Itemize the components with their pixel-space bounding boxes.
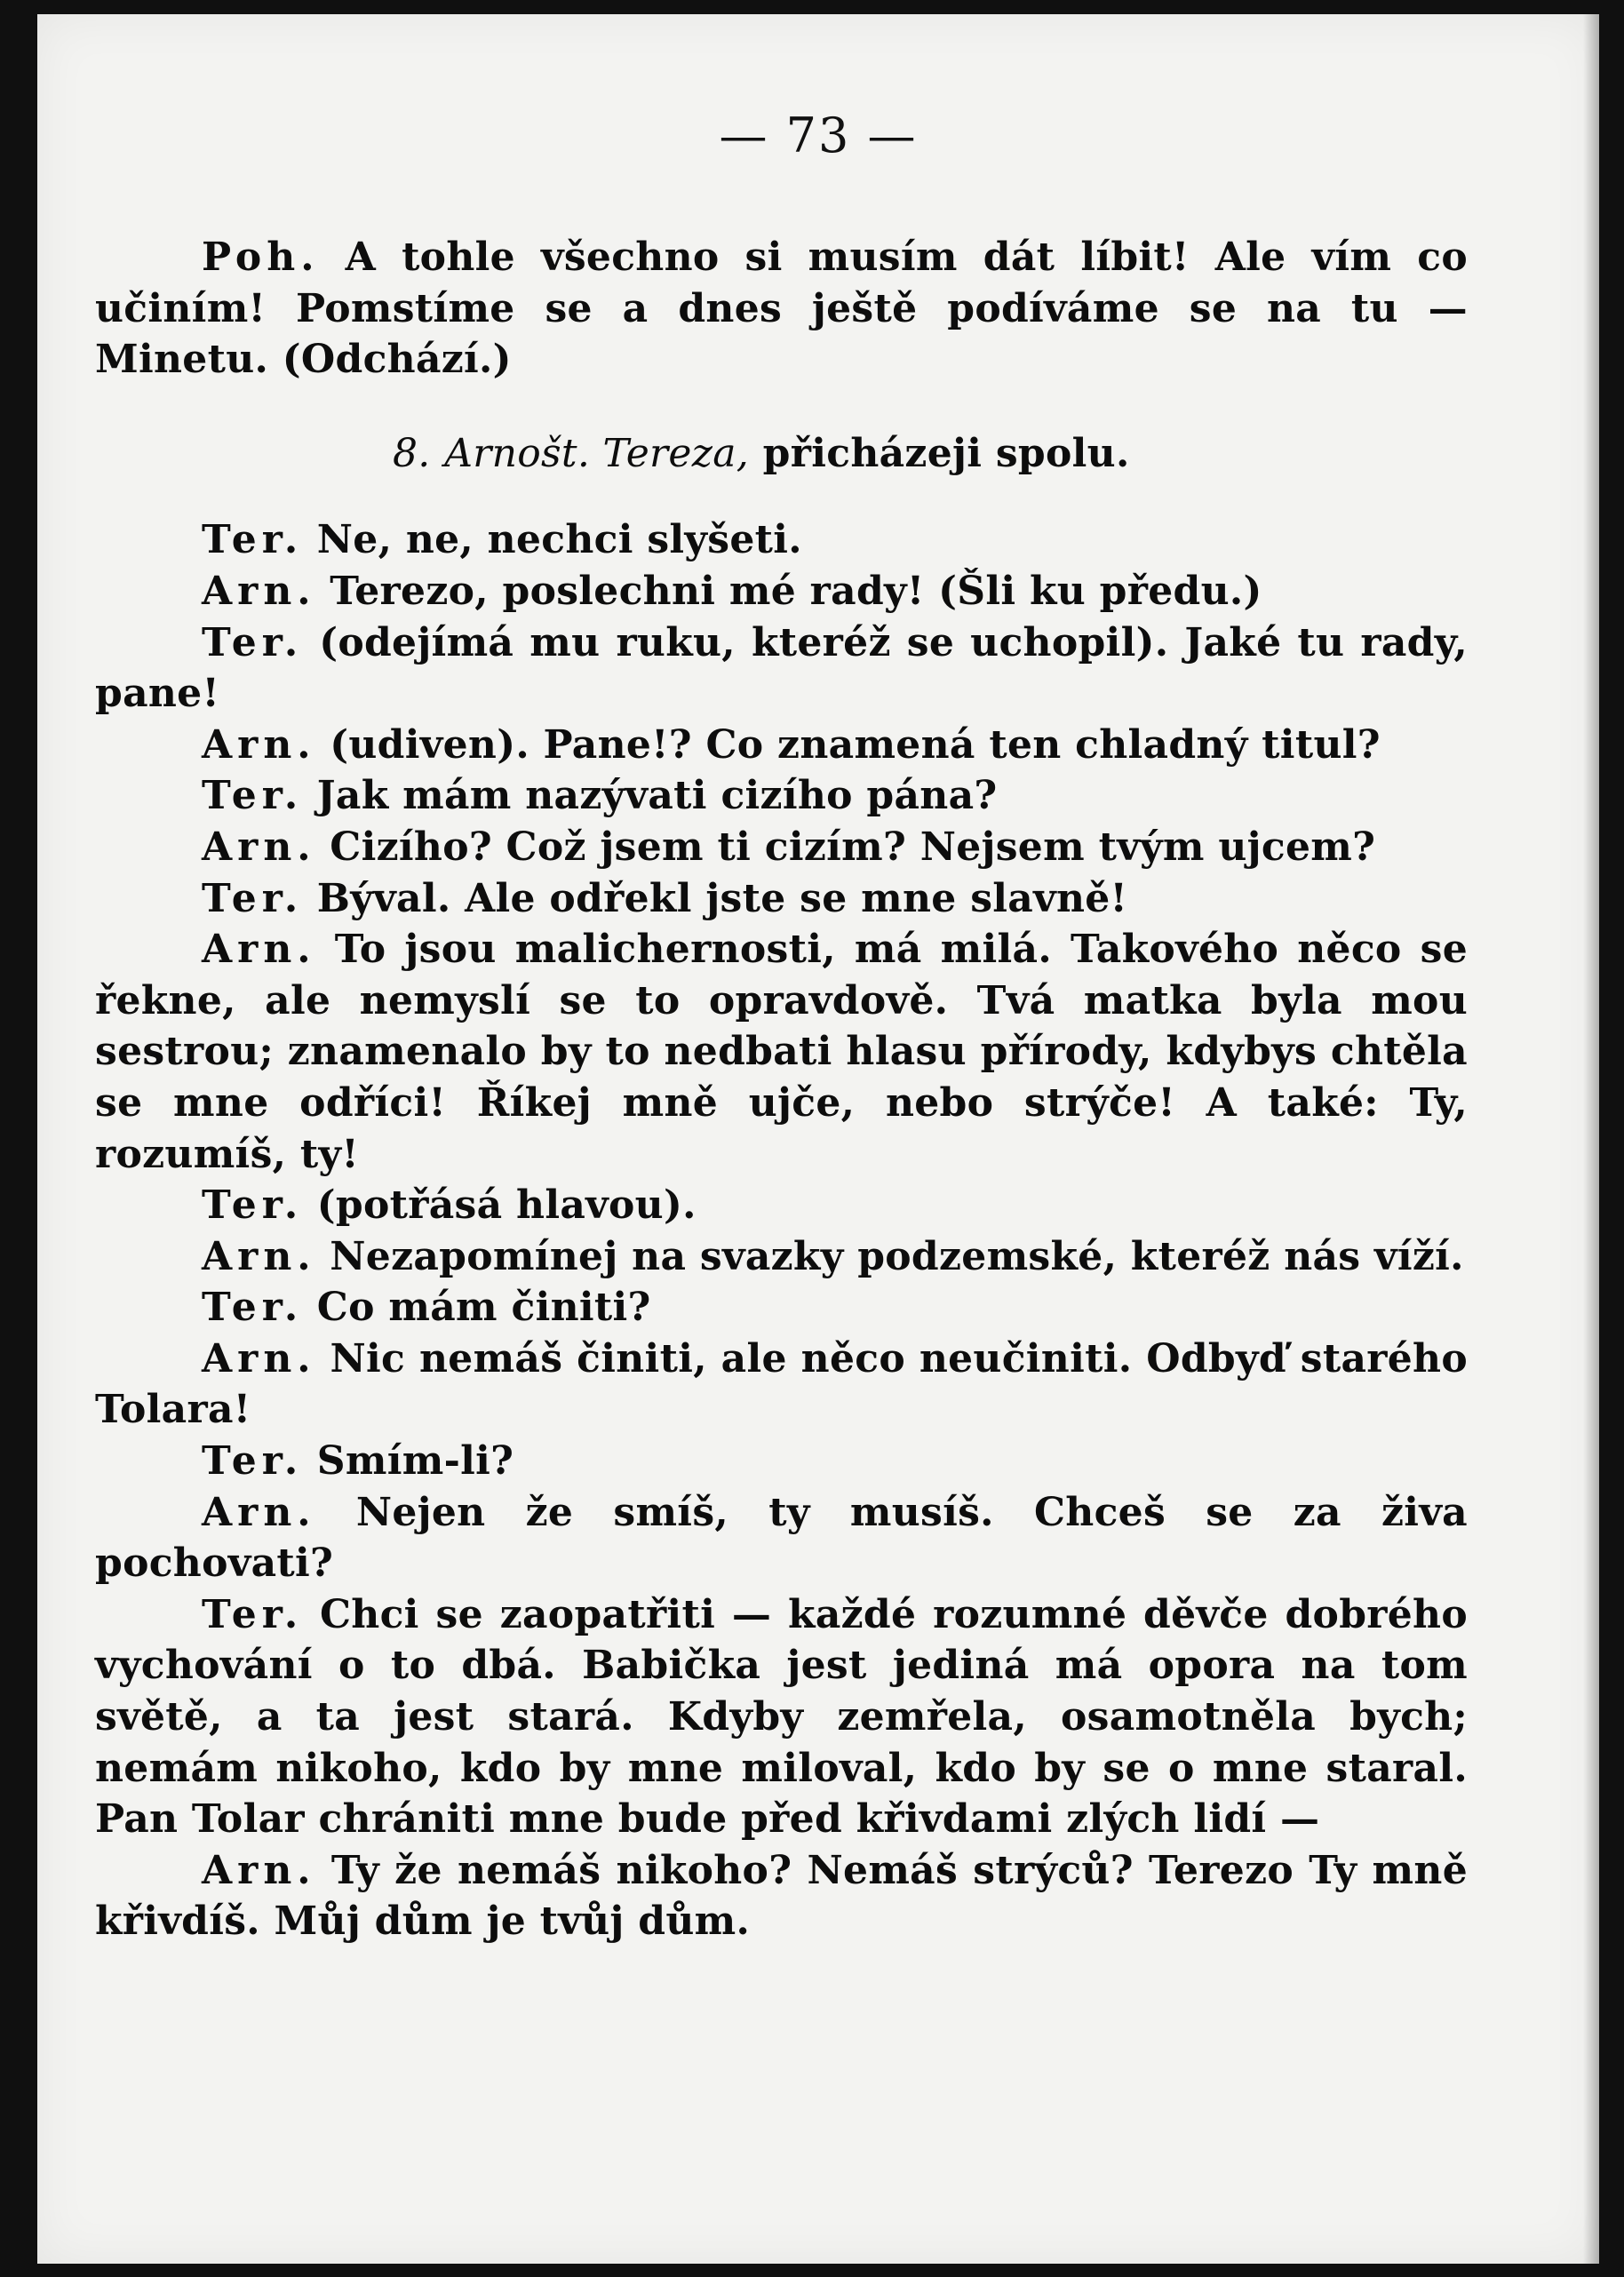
dialogue-line — [95, 617, 1468, 720]
speaker-label: Arn. — [202, 1335, 316, 1381]
page-text — [95, 232, 1468, 1947]
speaker-label: Ter. — [202, 1591, 304, 1637]
speaker-label: Ter. — [202, 773, 304, 819]
page-number: — 73 — — [719, 107, 918, 163]
dialogue-line — [95, 1436, 1468, 1487]
speaker-label: Arn. — [202, 1489, 316, 1535]
scene-characters: Arnošt. Tereza, — [444, 430, 750, 476]
speaker-label: Ter. — [202, 619, 304, 665]
dialogue-text: Smím-li? — [316, 1438, 514, 1485]
dialogue-text: Býval. Ale odřekl jste se mne slavně! — [316, 875, 1128, 921]
dialogue-line — [95, 770, 1468, 822]
dialogue-text: Chci se zaopatřiti — každé rozumné děvče dobrého vychování o to dbá. Babička jest jediná má opora na tom světě, a ta jest stará. Kdyby zemřela, osamotněla bych; nemám nikoho, kdo by mne miloval, kdo by se o mne staral. Pan Tolar chrániti mne bude před křivdami zlých lidí — — [95, 1591, 1468, 1843]
scene-direction: přicházeji spolu. — [762, 430, 1130, 476]
dialogue-line — [95, 566, 1468, 617]
dialogue-text: Terezo, poslechni mé rady! (Šli ku předu.) — [330, 568, 1262, 614]
dialogue-text: Nezapomínej na svazky podzemské, kteréž nás víží. — [330, 1233, 1464, 1279]
dialogue-line — [95, 514, 1468, 566]
dialogue-text: A tohle všechno si musím dát líbit! Ale vím co učiním! Pomstíme se a dnes ještě podíváme se na tu — Minetu. (Odchází.) — [95, 235, 1468, 383]
scene-heading — [95, 428, 1468, 480]
dialogue-line — [95, 1231, 1468, 1283]
dialogue-line — [95, 1487, 1468, 1589]
speaker-label: Ter. — [202, 1438, 304, 1485]
speaker-label: Ter. — [202, 875, 304, 921]
speaker-label: Arn. — [202, 721, 316, 768]
dialogue-line — [95, 873, 1468, 925]
dialogue-line — [95, 1589, 1468, 1845]
dialogue-line — [95, 1334, 1468, 1436]
speaker-label: Arn. — [202, 824, 316, 870]
speaker-label: Ter. — [202, 1285, 304, 1331]
dialogue-line — [95, 822, 1468, 873]
speaker-label: Poh. — [202, 235, 320, 280]
page-edge-shadow — [1583, 14, 1599, 2264]
book-page — [37, 14, 1599, 2264]
speaker-label: Arn. — [202, 568, 316, 614]
dialogue-text: Nic nemáš činiti, ale něco neučiniti. Odbyď starého Tolara! — [95, 1335, 1468, 1433]
dialogue-text: Co mám činiti? — [316, 1285, 651, 1331]
dialogue-text: Ne, ne, nechci slyšeti. — [316, 517, 802, 563]
dialogue-text: Cizího? Což jsem ti cizím? Nejsem tvým ujcem? — [330, 824, 1376, 870]
speaker-label: Arn. — [202, 1233, 316, 1279]
scene-number: 8. — [393, 430, 431, 476]
speaker-label: Ter. — [202, 1182, 304, 1229]
paragraph-poh — [95, 232, 1468, 386]
dialogue-line — [95, 720, 1468, 771]
dialogue-list — [95, 514, 1468, 1947]
speaker-label: Ter. — [202, 517, 304, 563]
dialogue-text: (potřásá hlavou). — [316, 1182, 697, 1229]
dialogue-text: Nejen že smíš, ty musíš. Chceš se za živa pochovati? — [95, 1489, 1468, 1587]
dialogue-text: (odejímá mu ruku, kteréž se uchopil). Jaké tu rady, pane! — [95, 619, 1468, 717]
dialogue-line — [95, 1845, 1468, 1947]
dialogue-text: (udiven). Pane!? Co znamená ten chladný titul? — [330, 721, 1381, 768]
dialogue-line — [95, 924, 1468, 1180]
dialogue-text: Ty že nemáš nikoho? Nemáš strýců? Terezo Ty mně křivdíš. Můj dům je tvůj dům. — [95, 1847, 1468, 1945]
dialogue-text: To jsou malichernosti, má milá. Takového něco se řekne, ale nemyslí se to opravdově. Tvá matka byla mou sestrou; znamenalo by to nedbati hlasu přírody, kdybys chtěla se mne odříci! Říkej mně ujče, nebo strýče! A také: Ty, rozumíš, ty! — [95, 927, 1468, 1177]
dialogue-text: Jak mám nazývati cizího pána? — [316, 773, 998, 819]
dialogue-line — [95, 1180, 1468, 1231]
dialogue-line — [95, 1282, 1468, 1334]
speaker-label: Arn. — [202, 927, 316, 973]
speaker-label: Arn. — [202, 1847, 316, 1893]
